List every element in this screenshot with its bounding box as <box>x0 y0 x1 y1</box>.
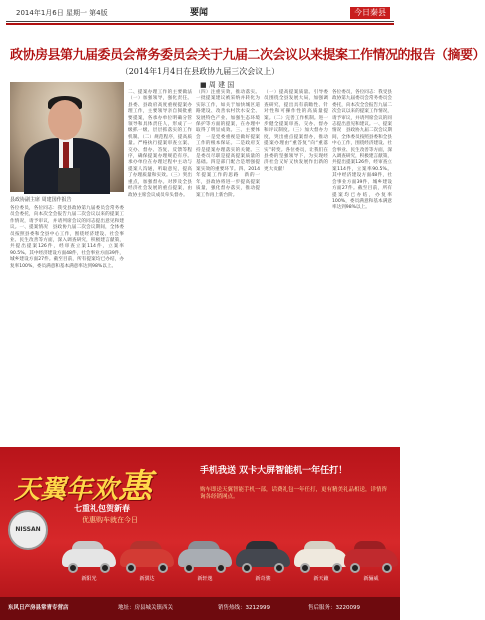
body-column-4: （一）提高提案质量。引导委员围绕全县发展大局，加强调查研究，提出具有前瞻性、针对性和可操作性的高质量提案。（二）完善工作机制。进一步健全提案审查、交办、督办和评议制度。（三）加大督办力度，突出重点提案督办，推动提案办理由“重答复”向“重落实”转变。各位委员，让我们在县委的坚强领导下，为实现经济社会又好又快发展作出新的更大贡献！ <box>264 90 328 172</box>
car-item[interactable]: 新奇骏 <box>234 533 292 583</box>
issue-date: 2014年1月6日 星期一 第4版 <box>16 9 108 17</box>
car-item[interactable]: 新骐达 <box>118 533 176 583</box>
ad-offer-sub: 优惠购车就在今日 <box>82 516 138 524</box>
header-rule <box>6 21 394 22</box>
article-subtitle: （2014年1月4日在县政协九届三次会议上） <box>120 67 280 76</box>
body-column-1: 各位委员，各位同志：我受县政协第九届委员会常务委员会委托，向本次全会报告九届二次会议以来的提案工作情况，请予审议，并请列席会议的同志提出意见和建议。一、提案情况 县政协九届二次会议期间，全体委员按照县委和全县中心工作，围绕经济建设、社会事业、民生改善等方面，深入调查研究，积极建言献策，共提出提案126件，经审查立案114件，立案率90.5%。其中经济建设方面48件，社会事业方面39件，城乡建设方面27件。截至目前，所有提案均已办结，办复率100%，委员满意和基本满意率达到98%以上。 <box>10 206 124 269</box>
speaker-photo <box>10 82 124 192</box>
reporter-byline: ■ 周 建 国 <box>200 81 235 89</box>
dealer-name: 东风日产房县常青专营店 <box>8 605 69 611</box>
car-item[interactable]: 新骊威 <box>342 533 400 583</box>
car-advertisement[interactable] <box>0 447 400 620</box>
service-phone: 售后服务：3220099 <box>308 605 360 611</box>
body-column-3: （四）注重实效，推动落实。一批提案建议被采纳并转化为实际工作，如关于加快城区道路建设、改善农村饮水安全、发展特色产业、加强生态环境保护等方面的提案，在办理中取得了明显成效。三、主要体会 一是党委重视是做好提案工作的根本保证。二是政府支持是提案办理落实的关键。三是委员尽职是提高提案质量的基础。四是部门配合是增强提案实效的重要环节。四、2014年提案工作的思路 新的一年，县政协将进一步提高提案质量，强化督办落实，推动提案工作再上新台阶。 <box>196 90 260 198</box>
car-item[interactable]: 新轩逸 <box>176 533 234 583</box>
car-item[interactable]: 新阳光 <box>60 533 118 583</box>
ad-offer: 七重礼包贺新春 <box>74 504 130 513</box>
car-lineup <box>0 533 400 583</box>
newspaper-name: 今日秦县 <box>350 7 390 19</box>
section-name: 要闻 <box>190 8 209 18</box>
ad-footer <box>0 597 400 620</box>
nissan-logo: NISSAN <box>8 510 48 550</box>
ad-promo-detail: 购车即送天翼智能手机一部，话费礼包一年任打，更有精美礼品相送，详情咨询各经销网点。 <box>200 487 388 500</box>
ad-promo-title: 手机我送 双卡大屏智能机一年任打！ <box>200 466 348 476</box>
dealer-address: 地址：房县城关镇西关 <box>118 605 174 611</box>
body-column-5: 各位委员，各位同志：我受县政协第九届委员会常务委员会委托，向本次全会报告九届二次会议以来的提案工作情况，请予审议，并请列席会议的同志提出意见和建议。一、提案情况 县政协九届二次会议期间，全体委员按照县委和全县中心工作，围绕经济建设、社会事业、民生改善等方面，深入调查研究，积极建言献策，共提出提案126件，经审查立案114件，立案率90.5%。其中经济建设方面48件，社会事业方面39件，城乡建设方面27件。截至目前，所有提案均已办结，办复率100%，委员满意和基本满意率达到98%以上。 <box>332 90 392 211</box>
car-item[interactable]: 新天籁 <box>292 533 350 583</box>
page-header <box>8 6 392 20</box>
photo-caption: 县政协副主席 周建国作报告 <box>10 197 72 203</box>
sales-phone: 销售热线：3212999 <box>218 605 270 611</box>
ad-slogan: 天翼年欢惠 <box>14 467 153 507</box>
header-rule-red <box>6 23 394 25</box>
body-column-2: 二、提案办理工作的主要做法 （一）加强领导，强化责任。县委、县政府高度重视提案办理工作，主要领导亲自阅批重要提案，各承办单位明确分管领导和具体责任人，形成了一级抓一级、层层抓落实的工作机制。（二）规范程序，提高质量。严格执行提案审查立案、交办、督办、答复、反馈等程序，确保提案办理规范有序。承办单位在办理过程中主动与提案人沟通，听取意见，提高了办理质量和实效。（三）突出重点，加强督办。对涉及全县经济社会发展的重点提案，由政协主席会议成员牵头督办。 <box>128 90 197 198</box>
article-title: 政协房县第九届委员会常务委员会关于九届二次会议以来提案工作情况的报告（摘要） <box>10 48 485 63</box>
